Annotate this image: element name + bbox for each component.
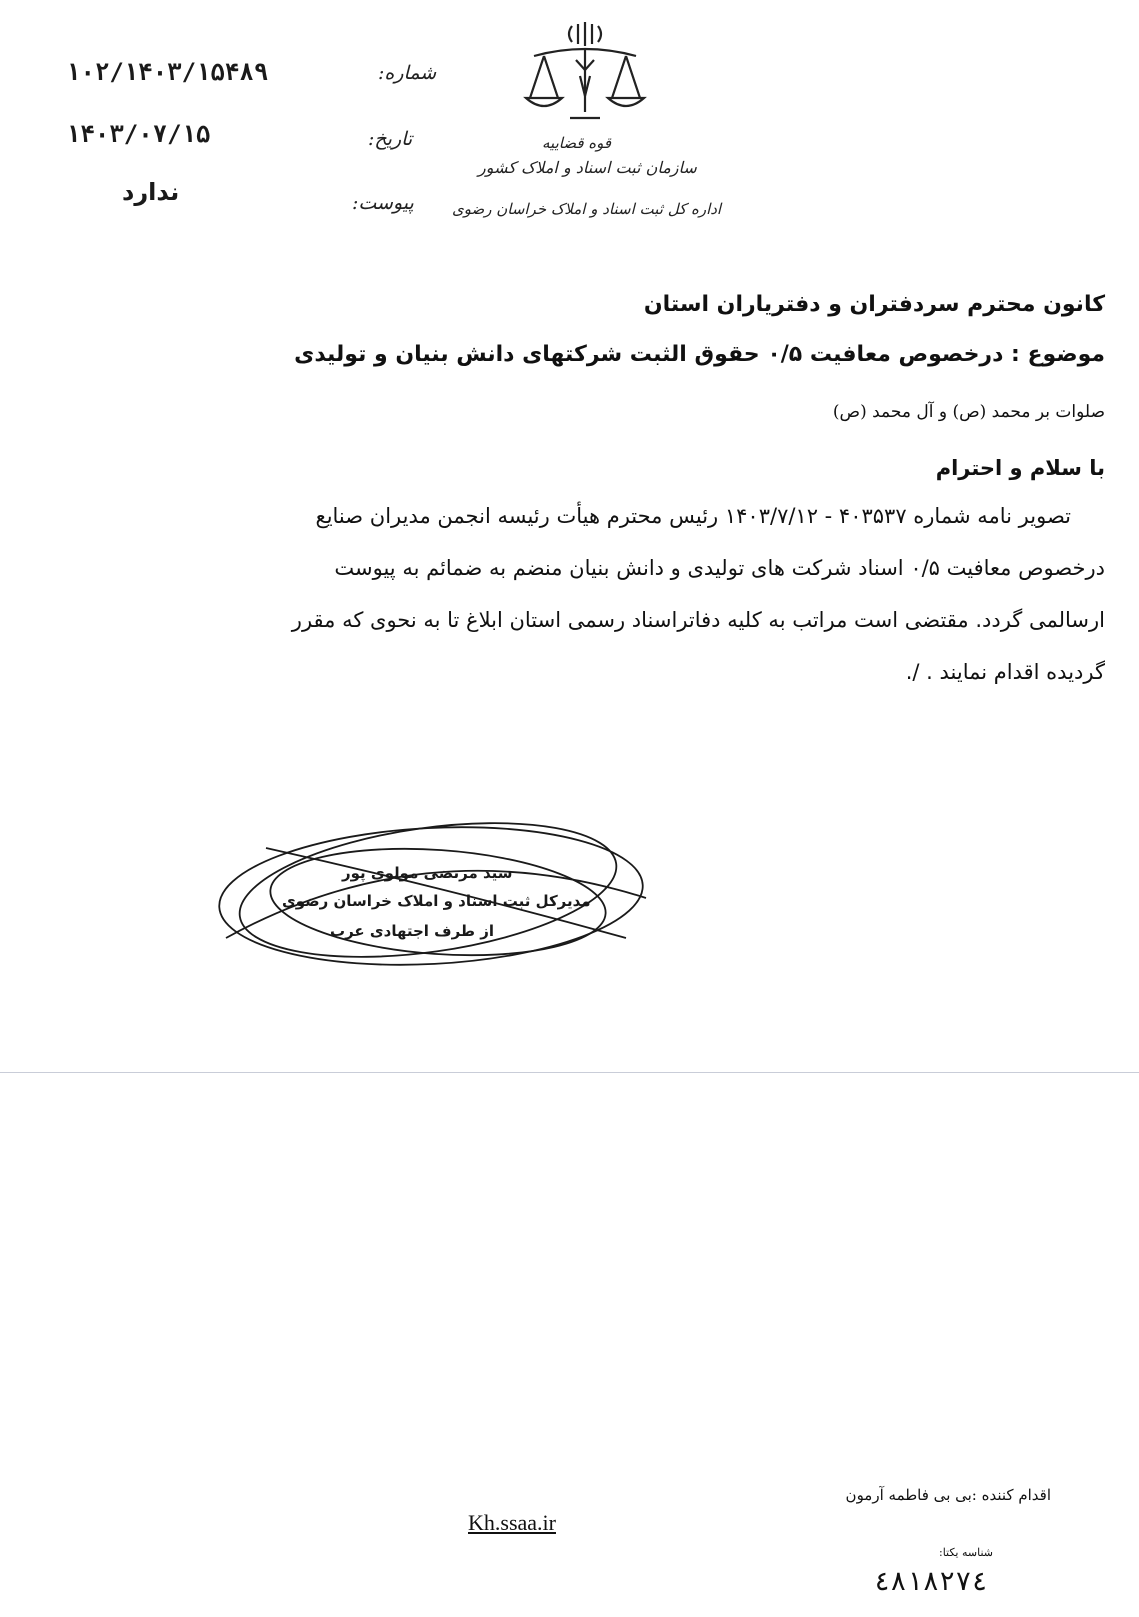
body-line: ارسالمی گردد. مقتضی است مراتب به کلیه دفاتراسناد رسمی استان ابلاغ تا به نحوی که مقرر bbox=[291, 608, 1105, 632]
org-line-judiciary: قوه قضاییه bbox=[542, 134, 612, 152]
org-line-province: اداره کل ثبت اسناد و املاک خراسان رضوی bbox=[452, 200, 722, 218]
unique-id-value: ٤٨١٨٢٧٤ bbox=[874, 1566, 988, 1597]
blessing-line: صلوات بر محمد (ص) و آل محمد (ص) bbox=[832, 402, 1105, 422]
org-line-registry: سازمان ثبت اسناد و املاک کشور bbox=[478, 158, 697, 177]
letter-number: ۱۰۲/۱۴۰۳/۱۵۴۸۹ bbox=[66, 58, 269, 86]
letter-date: ۱۴۰۳/۰۷/۱۵ bbox=[66, 120, 211, 148]
judiciary-emblem-icon bbox=[520, 20, 650, 132]
body-line: درخصوص معافیت ۰/۵ اسناد شرکت های تولیدی و دانش بنیان منضم به ضمائم به پیوست bbox=[334, 556, 1105, 580]
attachment-label: پیوست: bbox=[352, 192, 414, 214]
page-divider bbox=[0, 1072, 1139, 1073]
body-line: گردیده اقدام نمایند . /. bbox=[905, 660, 1105, 684]
operator-line: اقدام کننده :بی بی فاطمه آرمون bbox=[845, 1486, 1051, 1504]
website-link[interactable]: Kh.ssaa.ir bbox=[468, 1510, 556, 1535]
number-label: شماره: bbox=[378, 62, 437, 84]
signer-proxy: از طرف اجتهادی عرب bbox=[330, 922, 495, 940]
recipient-line: کانون محترم سردفتران و دفتریاران استان bbox=[643, 292, 1105, 317]
body-line: تصویر نامه شماره ۴۰۳۵۳۷ - ۱۴۰۳/۷/۱۲ رئیس محترم هیأت رئیسه انجمن مدیران صنایع bbox=[315, 504, 1071, 528]
subject-line: موضوع : درخصوص معافیت ۰/۵ حقوق الثبت شرکتهای دانش بنیان و تولیدی bbox=[294, 342, 1105, 367]
signer-name: سید مرتضی مولوی پور bbox=[342, 864, 513, 882]
greeting-line: با سلام و احترام bbox=[935, 456, 1105, 480]
attachment-value: ندارد bbox=[122, 178, 180, 206]
unique-id-label: شناسه یکتا: bbox=[938, 1546, 993, 1559]
signer-title: مدیرکل ثبت اسناد و املاک خراسان رضوی bbox=[282, 892, 591, 910]
date-label: تاریخ: bbox=[368, 128, 413, 150]
